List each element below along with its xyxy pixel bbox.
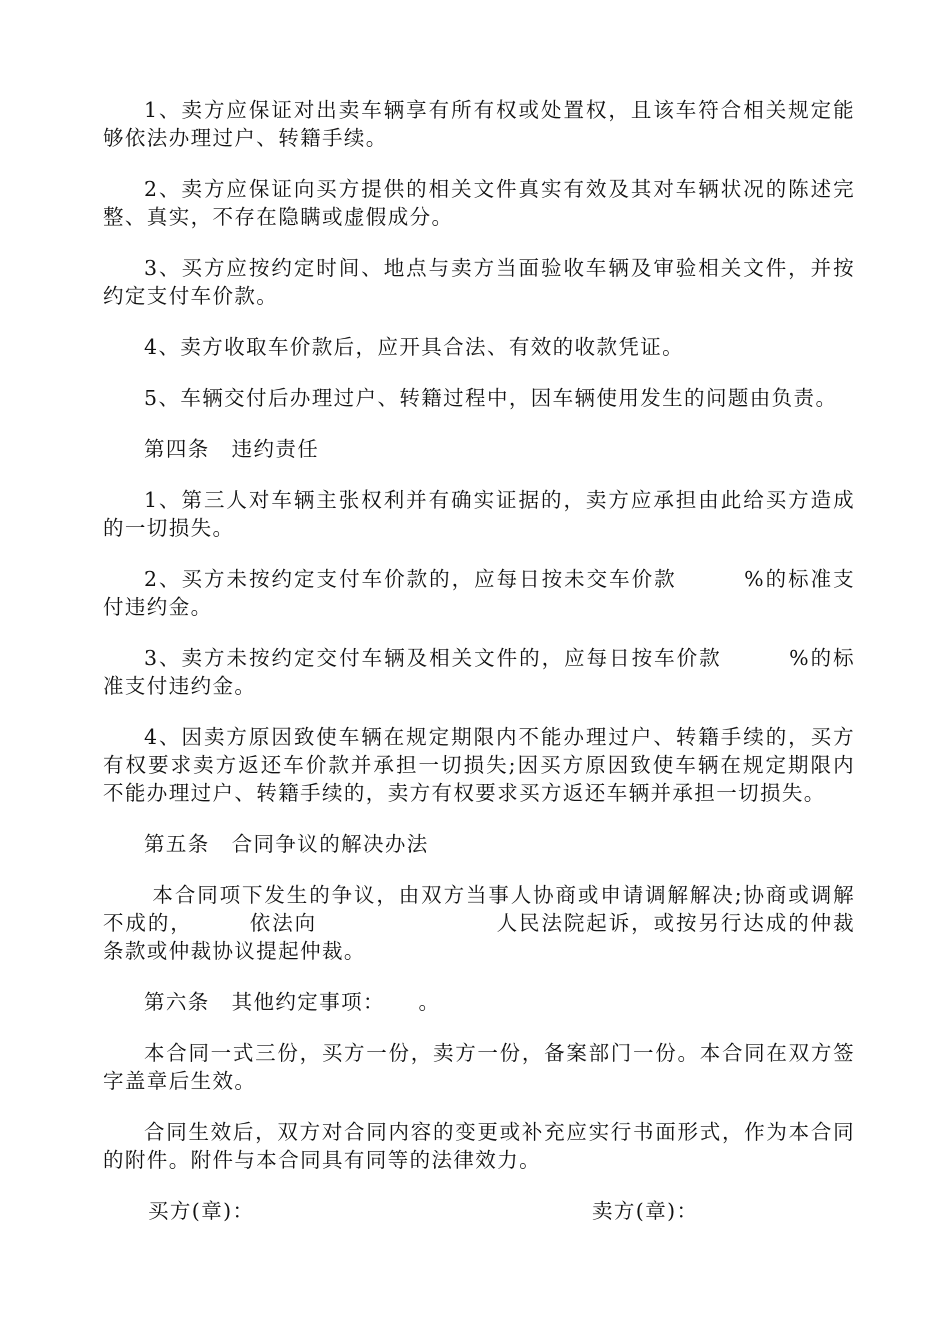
article-5-body: 本合同项下发生的争议，由双方当事人协商或申请调解解决;协商或调解不成的， 依法向 人民法院起诉，或按另行达成的仲裁条款或仲裁协议提起仲裁。 (103, 883, 855, 963)
article-4-item-3: 3、卖方未按约定交付车辆及相关文件的，应每日按车价款 %的标准支付违约金。 (103, 646, 855, 698)
closing-amendment-paragraph: 合同生效后，双方对合同内容的变更或补充应实行书面形式，作为本合同的附件。附件与本合同具有同等的法律效力。 (103, 1120, 855, 1172)
signature-block (103, 1197, 855, 1225)
clause-3-3: 3、买方应按约定时间、地点与卖方当面验收车辆及审验相关文件，并按约定支付车价款。 (103, 256, 855, 308)
seller-signature-label: 卖方(章)： (592, 1199, 699, 1223)
article-6-heading: 第六条 其他约定事项： 。 (144, 990, 441, 1014)
article-4-item-1: 1、第三人对车辆主张权利并有确实证据的，卖方应承担由此给买方造成的一切损失。 (103, 488, 855, 540)
clause-3-4: 4、卖方收取车价款后，应开具合法、有效的收款凭证。 (144, 335, 685, 359)
article-4-item-2: 2、买方未按约定支付车价款的，应每日按未交车价款 %的标准支付违约金。 (103, 567, 855, 619)
article-4-item-4: 4、因卖方原因致使车辆在规定期限内不能办理过户、转籍手续的，买方有权要求卖方返还车价款并承担一切损失;因买方原因致使车辆在规定期限内不能办理过户、转籍手续的，卖方有权要求买方返还车辆并承担一切损失。 (103, 725, 855, 805)
buyer-signature-label: 买方(章)： (148, 1199, 255, 1223)
clause-3-5: 5、车辆交付后办理过户、转籍过程中，因车辆使用发生的问题由负责。 (144, 386, 838, 410)
closing-copies-paragraph: 本合同一式三份，买方一份，卖方一份，备案部门一份。本合同在双方签字盖章后生效。 (103, 1041, 855, 1093)
clause-3-2: 2、卖方应保证向买方提供的相关文件真实有效及其对车辆状况的陈述完整、真实，不存在隐瞒或虚假成分。 (103, 177, 855, 229)
article-4-heading: 第四条 违约责任 (144, 437, 320, 461)
article-5-heading: 第五条 合同争议的解决办法 (144, 832, 429, 856)
clause-3-1: 1、卖方应保证对出卖车辆享有所有权或处置权，且该车符合相关规定能够依法办理过户、转籍手续。 (103, 98, 855, 150)
contract-page (103, 96, 855, 1225)
